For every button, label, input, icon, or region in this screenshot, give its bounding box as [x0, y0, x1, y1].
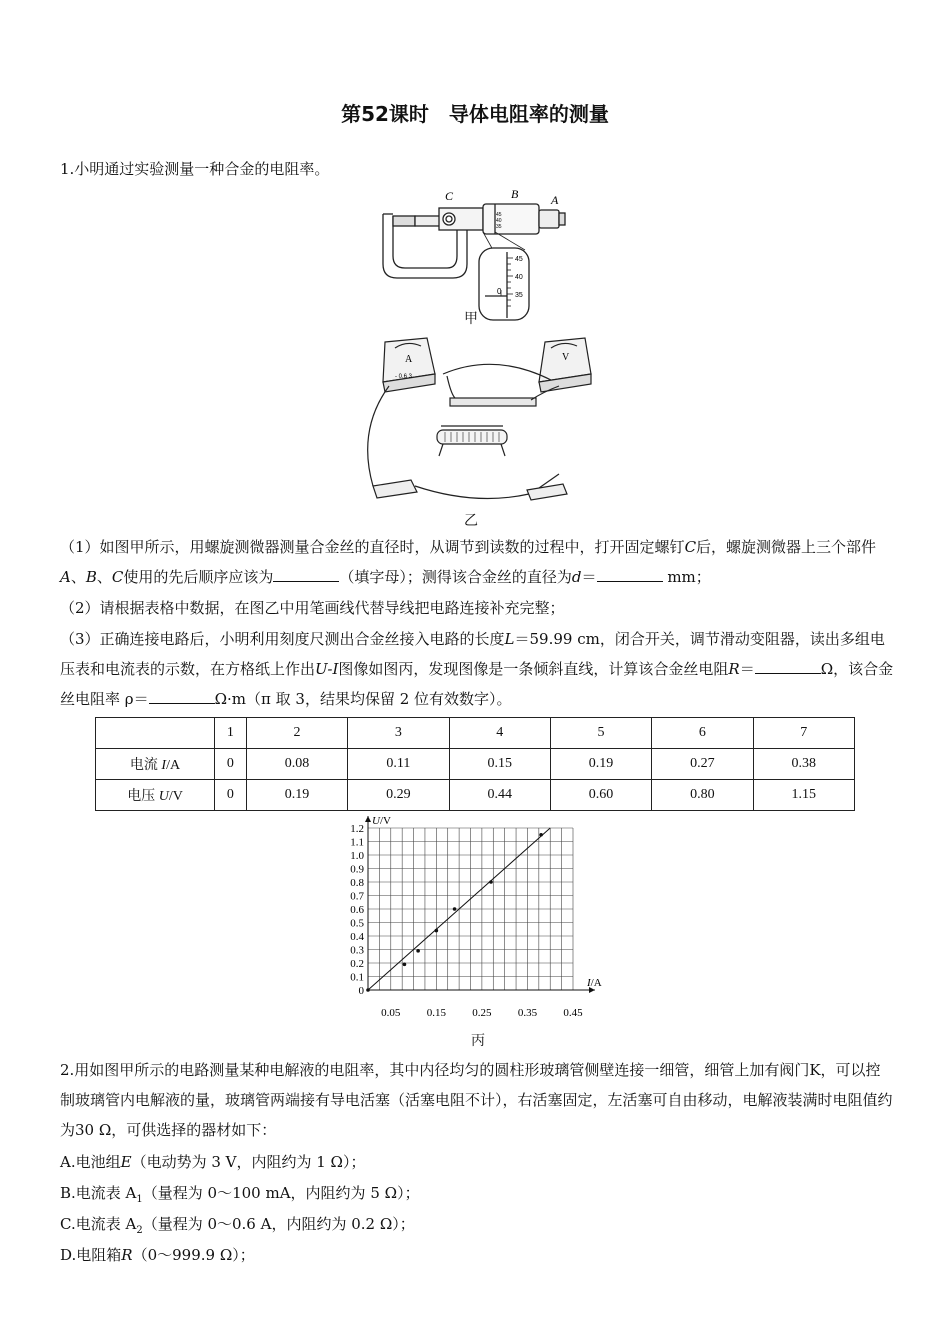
row-label-current [96, 749, 215, 780]
q1-part1-var-B: B [85, 568, 97, 586]
scale-tick-40: 40 [515, 274, 523, 281]
q1-part1-text-b: 后，螺旋测微器上三个部件 [696, 538, 877, 556]
y-tick-label: 0.2 [350, 958, 364, 970]
label-C: C [445, 189, 454, 203]
figure-yi-caption: 乙 [464, 513, 478, 529]
q2-option-b-sub: 1 [136, 1194, 143, 1205]
thimble-tick-35: 35 [496, 224, 502, 230]
data-point [453, 907, 457, 911]
table-cell: 0.19 [550, 749, 651, 780]
q1-part1-text-a: （1）如图甲所示，用螺旋测微器测量合金丝的直径时，从调节到读数的过程中，打开固定螺钉 [60, 538, 685, 556]
q1-part3-equals: ＝ [739, 660, 755, 678]
x-tick-label: 0.15 [426, 1007, 446, 1019]
q1-part1-sep2: 、 [96, 568, 112, 586]
table-header-cell: 7 [753, 718, 854, 749]
scale-tick-35: 35 [515, 292, 523, 299]
thimble-tick-40: 40 [496, 218, 502, 224]
table-cell: 0.15 [449, 749, 550, 780]
page-title: 第52课时 导体电阻率的测量 [341, 102, 609, 126]
q1-part3-text-e: Ω，该合金丝电阻率 ρ＝ [60, 660, 894, 708]
table-cell: 0.44 [449, 780, 550, 811]
y-tick-label: 1.0 [350, 850, 364, 862]
thimble-tick-45: 45 [496, 212, 502, 218]
q2-option-d-text: D.电阻箱 [60, 1246, 122, 1264]
q1-part1-var-C: C [684, 538, 697, 556]
q1-part1-text-c: 使用的先后顺序应该为 [123, 568, 274, 586]
q1-part3-var-L: L [504, 630, 515, 648]
table-header-cell: 3 [348, 718, 449, 749]
y-tick-label: 1.2 [350, 823, 364, 835]
row-label-current-var: I [161, 758, 167, 773]
figure-jia-caption: 甲 [464, 311, 478, 327]
q1-part1-unit: mm； [662, 568, 711, 586]
q2-option-c-sub: 2 [136, 1225, 143, 1236]
x-tick-label: 0.25 [472, 1007, 492, 1019]
row-label-voltage [96, 780, 215, 811]
table-cell: 0.38 [753, 749, 854, 780]
answer-blank-resistance[interactable] [755, 659, 821, 674]
main-scale-zero: 0 [497, 287, 502, 296]
q2-option-d-var: R [121, 1246, 133, 1264]
q1-part1-equals: ＝ [581, 568, 597, 586]
origin-label: 0 [358, 985, 364, 997]
y-tick-label: 0.3 [350, 944, 364, 957]
table-cell: 0.29 [348, 780, 449, 811]
q1-part2: （2）请根据表格中数据，在图乙中用笔画线代替导线把电路连接补充完整； [60, 599, 565, 617]
table-header-cell: 2 [246, 718, 347, 749]
answer-blank-resistivity[interactable] [149, 689, 215, 704]
table-cell: 1.15 [753, 780, 854, 811]
x-axis-label: I/A [587, 977, 602, 989]
q2-option-a [60, 1147, 895, 1177]
x-tick-label: 0.05 [381, 1007, 401, 1019]
circuit-figure [355, 334, 595, 510]
data-point [489, 880, 493, 884]
q2-option-a-desc: （电动势为 3 V，内阻约为 1 Ω）； [131, 1153, 366, 1171]
row-label-current-text: 电流 [129, 758, 162, 773]
q1-part1-text-d: （填字母）；测得该合金丝的直径为 [339, 568, 572, 586]
table-header-cell: 4 [449, 718, 550, 749]
label-B: B [511, 187, 519, 201]
q2-option-a-var: E [120, 1153, 132, 1171]
q2-option-d-desc: （0～999.9 Ω）； [132, 1246, 255, 1264]
label-A: A [551, 193, 559, 207]
q1-part1-var-A: A [60, 568, 71, 586]
q1-part3-var-R: R [728, 660, 740, 678]
q2-stem: 2.用如图甲所示的电路测量某种电解液的电阻率，其中内径均匀的圆柱形玻璃管侧壁连接一细管，细管上加有阀门K，可以控制玻璃管内电解液的量，玻璃管两端接有导电活塞（活塞电阻不计），右活塞固定，左活塞可自由移动，电解液装满时电阻值约为30 Ω，可供选择的器材如下： [60, 1061, 893, 1139]
data-point [539, 833, 543, 837]
q2-option-b-desc: （量程为 0～100 mA，内阻约为 5 Ω）； [142, 1184, 420, 1202]
q1-part1 [60, 532, 895, 592]
q1-part3-text-a: （3）正确连接电路后，小明利用刻度尺测出合金丝接入电路的长度 [60, 630, 505, 648]
answer-blank-order[interactable] [273, 567, 339, 582]
q1-part1-var-C2: C [111, 568, 124, 586]
data-point [403, 963, 407, 967]
table-cell: 0.27 [652, 749, 753, 780]
q2-option-c-text: C.电流表 A [60, 1215, 137, 1233]
q1-part3-text-c: 图像如图丙，发现图像是一条倾斜直线，计算该合金丝电阻 [338, 660, 729, 678]
q2-option-a-text: A.电池组 [60, 1153, 121, 1171]
y-tick-label: 1.1 [350, 836, 364, 849]
table-header-row [96, 718, 855, 749]
table-cell: 0.80 [652, 780, 753, 811]
data-table [95, 717, 855, 811]
answer-blank-diameter[interactable] [597, 567, 663, 582]
q1-part3-var-UI: U-I [315, 660, 339, 678]
chart-caption: 丙 [471, 1033, 485, 1049]
y-tick-label: 0.7 [350, 890, 364, 903]
q1-part1-var-d: d [571, 568, 582, 586]
table-row-current [96, 749, 855, 780]
y-axis-label: U/V [372, 815, 391, 827]
y-tick-label: 0.6 [350, 904, 364, 916]
y-tick-label: 0.1 [350, 971, 364, 984]
q1-part1-sep1: 、 [70, 568, 86, 586]
y-tick-label: 0.8 [350, 877, 364, 889]
table-cell: 0.19 [246, 780, 347, 811]
table-row-voltage [96, 780, 855, 811]
row-label-voltage-text: 电压 [127, 789, 159, 804]
ammeter-label: A [405, 354, 413, 365]
row-label-voltage-unit: /V [168, 789, 183, 804]
table-header-cell [96, 718, 215, 749]
table-cell: 0.60 [550, 780, 651, 811]
scale-tick-45: 45 [515, 256, 523, 263]
q1-part3 [60, 624, 895, 714]
q1-part3-text-f: Ω·m（π 取 3，结果均保留 2 位有效数字）。 [214, 690, 512, 708]
table-header-cell: 6 [652, 718, 753, 749]
voltmeter-label: V [562, 352, 570, 363]
ui-chart [335, 812, 615, 1026]
table-cell: 0.11 [348, 749, 449, 780]
data-point [435, 929, 439, 933]
y-tick-label: 0.4 [350, 931, 364, 943]
ammeter-terminals: - 0.6 3 [395, 374, 413, 380]
y-axis-arrow [365, 816, 371, 822]
q2-option-d [60, 1240, 895, 1270]
y-tick-label: 0.9 [350, 863, 364, 876]
data-point [416, 949, 420, 953]
q2-option-b-text: B.电流表 A [60, 1184, 137, 1202]
row-label-voltage-var: U [158, 789, 169, 804]
y-tick-label: 0.5 [350, 917, 364, 930]
q1-part3-text-b: ＝59.99 cm，闭合开关，调节滑动变阻器，读出多组电压表和电流表的示数，在方格纸上作出 [60, 630, 885, 678]
x-tick-label: 0.45 [563, 1007, 583, 1019]
table-cell: 0 [215, 780, 247, 811]
data-point [366, 988, 370, 992]
q2-option-c-desc: （量程为 0～0.6 A，内阻约为 0.2 Ω）； [142, 1215, 415, 1233]
row-label-current-unit: /A [166, 758, 181, 773]
micrometer-figure [375, 186, 575, 326]
table-header-cell: 5 [550, 718, 651, 749]
table-cell: 0 [215, 749, 247, 780]
q1-stem: 1.小明通过实验测量一种合金的电阻率。 [60, 160, 330, 178]
table-cell: 0.08 [246, 749, 347, 780]
table-header-cell: 1 [215, 718, 247, 749]
x-tick-label: 0.35 [517, 1007, 538, 1019]
